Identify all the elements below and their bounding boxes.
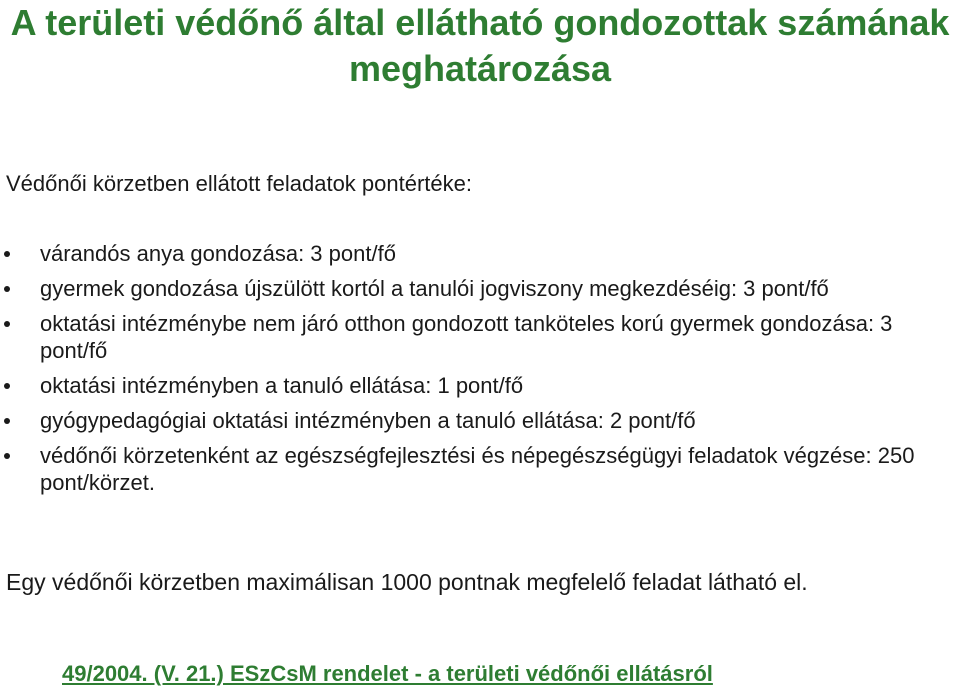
bullet-icon (4, 321, 10, 327)
list-item-text: gyógypedagógiai oktatási intézményben a tanuló ellátása: 2 pont/fő (40, 408, 696, 433)
list-item (0, 240, 950, 267)
intro-text: Védőnői körzetben ellátott feladatok pontértéke: (6, 171, 472, 196)
list-item (0, 407, 950, 434)
list-item-text: várandós anya gondozása: 3 pont/fő (40, 241, 396, 266)
bullet-icon (4, 418, 10, 424)
source-link[interactable]: 49/2004. (V. 21.) ESzCsM rendelet - a területi védőnői ellátásról (62, 661, 713, 686)
bullet-icon (4, 286, 10, 292)
point-list (0, 240, 950, 504)
bullet-icon (4, 251, 10, 257)
list-item-text: oktatási intézménybe nem járó otthon gondozott tanköteles korú gyermek gondozása: 3 pont/fő (40, 311, 893, 363)
list-item-text: oktatási intézményben a tanuló ellátása: 1 pont/fő (40, 373, 524, 398)
bullet-icon (4, 383, 10, 389)
list-item-text: gyermek gondozása újszülött kortól a tanulói jogviszony megkezdéséig: 3 pont/fő (40, 276, 829, 301)
list-item-text: védőnői körzetenként az egészségfejlesztési és népegészségügyi feladatok végzése: 250 pont/körzet. (40, 443, 915, 495)
list-item (0, 275, 950, 302)
list-item (0, 442, 950, 496)
closing-text: Egy védőnői körzetben maximálisan 1000 pontnak megfelelő feladat látható el. (6, 569, 808, 595)
list-item (0, 372, 950, 399)
page-title: A területi védőnő által ellátható gondozottak számának meghatározása (10, 2, 950, 89)
list-item (0, 310, 950, 364)
bullet-icon (4, 453, 10, 459)
